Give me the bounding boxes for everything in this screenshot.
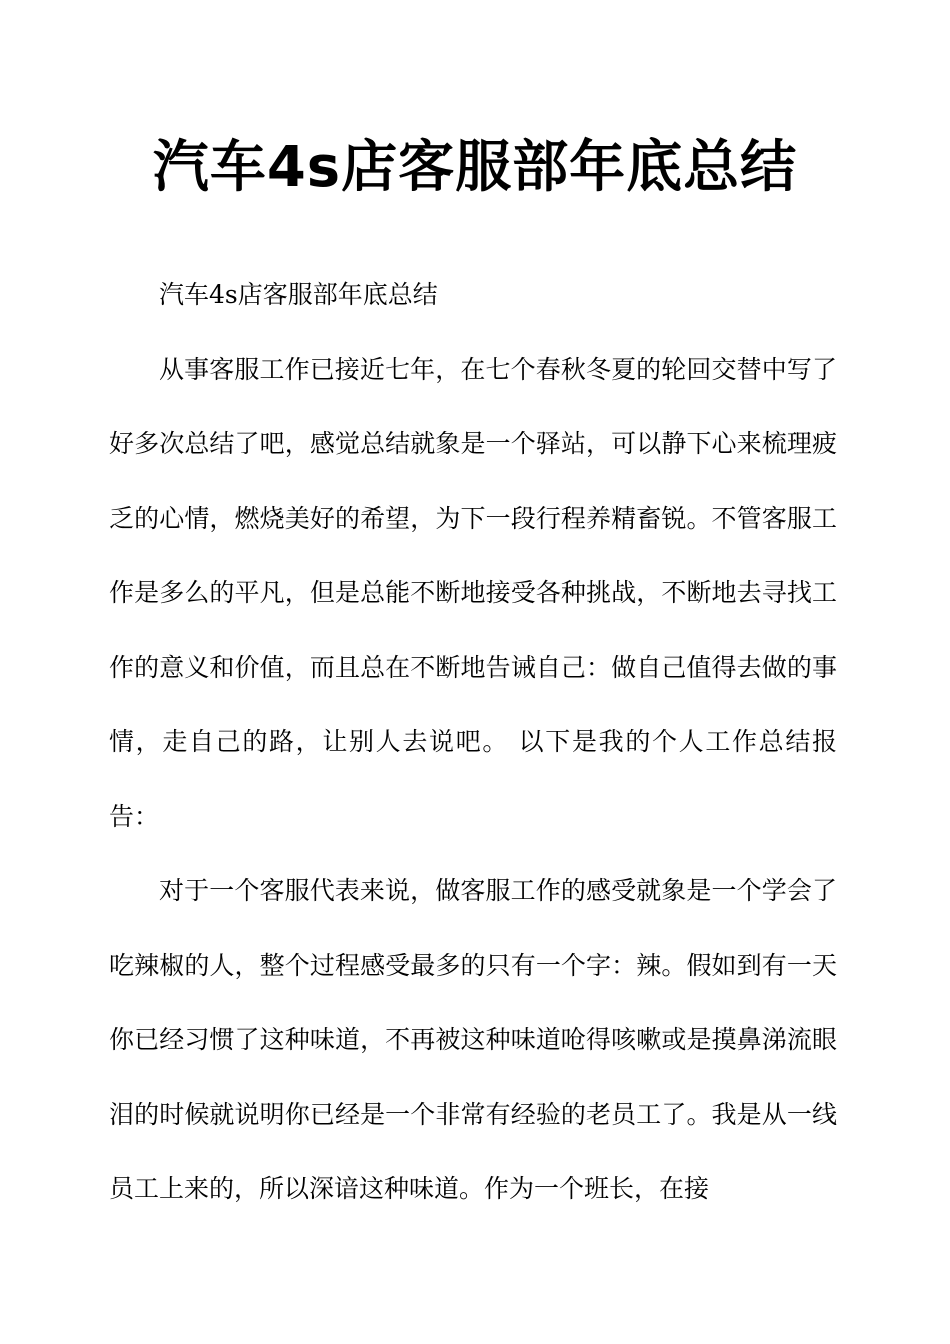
document-subtitle-paragraph: 汽车4s店客服部年底总结 — [159, 280, 438, 309]
document-body — [109, 258, 837, 1227]
document-title: 汽车4s店客服部年底总结 — [152, 135, 798, 200]
body-paragraph: 从事客服工作已接近七年，在七个春秋冬夏的轮回交替中写了好多次总结了吧，感觉总结就象是一个驿站，可以静下心来梳理疲乏的心情，燃烧美好的希望，为下一段行程养精畜锐。不管客服工作是多么的平凡，但是总能不断地接受各种挑战，不断地去寻找工作的意义和价值，而且总在不断地告诫自己：做自己值得去做的事情，走自己的路，让别人去说吧。 以下是我的个人工作总结报告： — [109, 354, 837, 831]
body-paragraph: 对于一个客服代表来说，做客服工作的感受就象是一个学会了吃辣椒的人，整个过程感受最多的只有一个字：辣。假如到有一天你已经习惯了这种味道，不再被这种味道呛得咳嗽或是摸鼻涕流眼泪的时候就说明你已经是一个非常有经验的老员工了。我是从一线员工上来的，所以深谙这种味道。作为一个班长，在接 — [109, 876, 837, 1203]
